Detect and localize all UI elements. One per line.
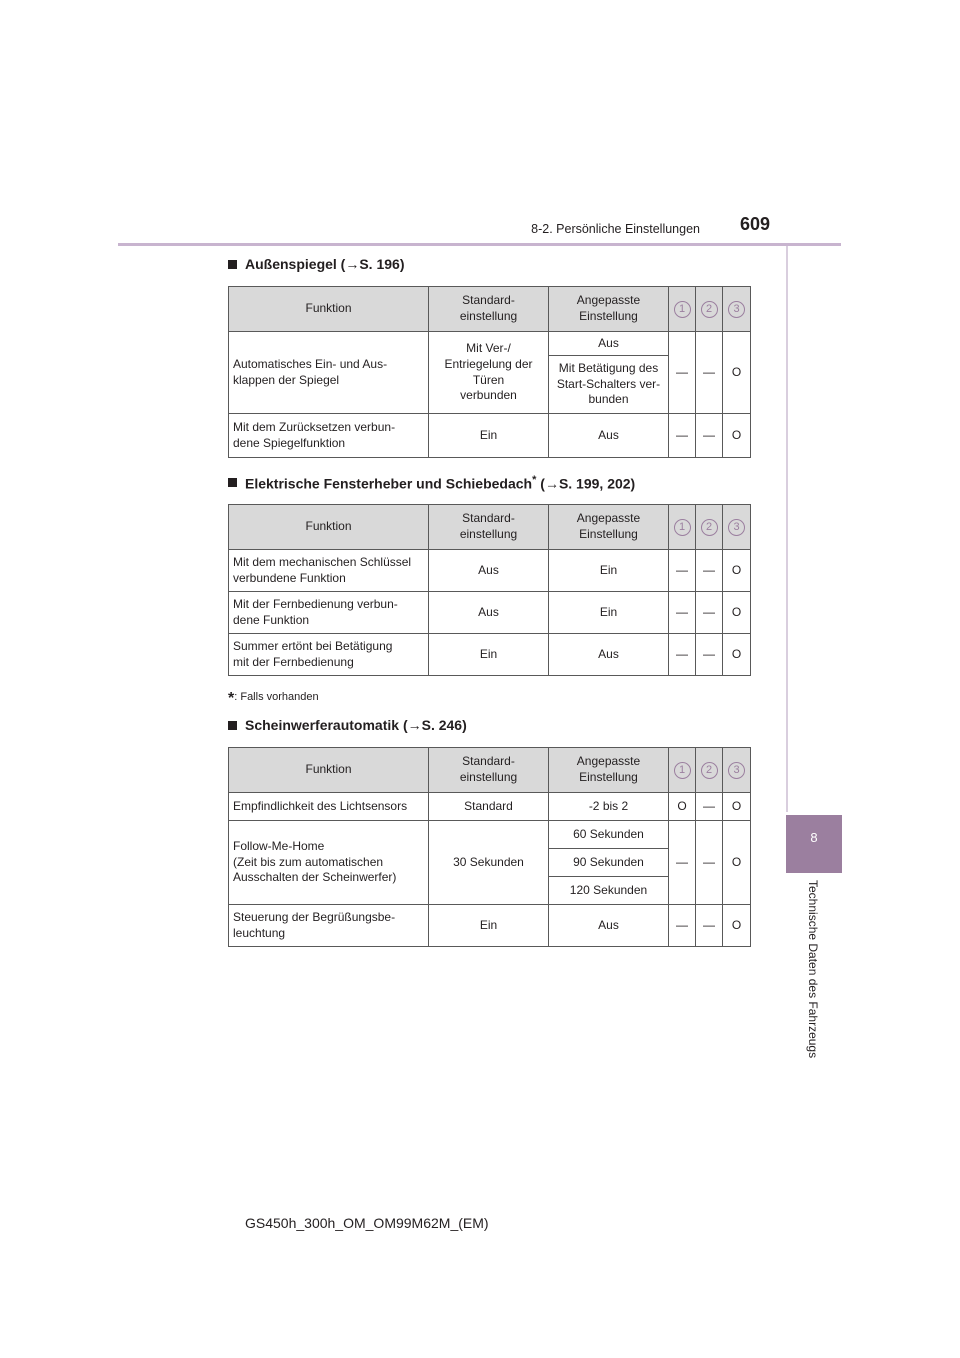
header-col-2 xyxy=(696,505,723,550)
cell-standard: Standard xyxy=(429,793,549,821)
cell-mark-1: — xyxy=(669,905,696,947)
header-angepasst: Angepasste Einstellung xyxy=(549,287,669,332)
circle-number-1-icon: 1 xyxy=(674,301,691,318)
cell-mark-2: — xyxy=(696,592,723,634)
header-angepasst: Angepasste Einstellung xyxy=(549,505,669,550)
cell-mark-2: — xyxy=(696,905,723,947)
cell-mark-1: O xyxy=(669,793,696,821)
cell-mark-3: O xyxy=(723,332,751,414)
cell-funktion: Summer ertönt bei Betätigung mit der Fernbedienung xyxy=(229,634,429,676)
square-bullet-icon xyxy=(228,721,237,730)
header-col-3 xyxy=(723,748,751,793)
cell-funktion: Mit dem Zurücksetzen verbun- dene Spiegelfunktion xyxy=(229,414,429,458)
cell-option: 60 Sekunden xyxy=(549,821,669,849)
cell-option: Ein xyxy=(549,592,669,634)
page-number: 609 xyxy=(740,214,771,234)
square-bullet-icon xyxy=(228,260,237,269)
cell-funktion: Mit der Fernbedienung verbun- dene Funktion xyxy=(229,592,429,634)
footnote xyxy=(228,690,319,708)
cell-mark-2: — xyxy=(696,793,723,821)
cell-standard: Ein xyxy=(429,634,549,676)
table-header-row xyxy=(229,748,751,793)
cell-mark-3: O xyxy=(723,905,751,947)
cell-funktion: Empfindlichkeit des Lichtsensors xyxy=(229,793,429,821)
table-row xyxy=(229,550,751,592)
chapter-tab-title: Technische Daten des Fahrzeugs xyxy=(806,880,820,1059)
side-divider xyxy=(786,246,788,812)
header-funktion: Funktion xyxy=(229,748,429,793)
circle-number-1-icon: 1 xyxy=(674,519,691,536)
settings-table-scheinwerfer xyxy=(228,747,751,947)
cell-standard: Mit Ver-/ Entriegelung der Türen verbunden xyxy=(429,332,549,414)
header-col-3 xyxy=(723,505,751,550)
section-title: Außenspiegel (→S. 196) xyxy=(245,256,405,272)
cell-mark-3: O xyxy=(723,821,751,905)
header-col-2 xyxy=(696,287,723,332)
circle-number-3-icon: 3 xyxy=(728,519,745,536)
settings-table-fensterheber xyxy=(228,504,751,676)
circle-number-2-icon: 2 xyxy=(701,301,718,318)
cell-standard: Aus xyxy=(429,592,549,634)
cell-funktion: Steuerung der Begrüßungsbe- leuchtung xyxy=(229,905,429,947)
circle-number-3-icon: 3 xyxy=(728,762,745,779)
chapter-header-title: 8-2. Persönliche Einstellungen xyxy=(531,222,700,236)
cell-option: Aus xyxy=(549,414,669,458)
header-col-1 xyxy=(669,287,696,332)
footnote-asterisk: * xyxy=(228,690,235,707)
square-bullet-icon xyxy=(228,478,237,487)
cell-mark-3: O xyxy=(723,550,751,592)
cell-mark-1: — xyxy=(669,550,696,592)
cell-mark-1: — xyxy=(669,592,696,634)
section-title: Scheinwerferautomatik (→S. 246) xyxy=(245,717,467,733)
cell-mark-3: O xyxy=(723,634,751,676)
cell-mark-1: — xyxy=(669,332,696,414)
circle-number-2-icon: 2 xyxy=(701,519,718,536)
cell-funktion: Automatisches Ein- und Aus- klappen der Spiegel xyxy=(229,332,429,414)
header-standard: Standard- einstellung xyxy=(429,287,549,332)
table-row xyxy=(229,793,751,821)
cell-option: Ein xyxy=(549,550,669,592)
cell-mark-1: — xyxy=(669,414,696,458)
table-header-row xyxy=(229,287,751,332)
document-code: GS450h_300h_OM_OM99M62M_(EM) xyxy=(245,1215,489,1231)
cell-mark-3: O xyxy=(723,793,751,821)
cell-standard: 30 Sekunden xyxy=(429,821,549,905)
section-heading-fensterheber xyxy=(228,474,635,492)
cell-mark-1: — xyxy=(669,634,696,676)
chapter-tab-number: 8 xyxy=(810,830,818,845)
table-row xyxy=(229,821,751,849)
cell-option: Aus xyxy=(549,332,669,356)
circle-number-1-icon: 1 xyxy=(674,762,691,779)
section-heading-aussenspiegel xyxy=(228,256,404,272)
header-col-2 xyxy=(696,748,723,793)
cell-standard: Aus xyxy=(429,550,549,592)
header-col-1 xyxy=(669,505,696,550)
cell-standard: Ein xyxy=(429,905,549,947)
cell-option: Aus xyxy=(549,634,669,676)
cell-option: 120 Sekunden xyxy=(549,877,669,905)
header-col-1 xyxy=(669,748,696,793)
table-row xyxy=(229,414,751,458)
cell-standard: Ein xyxy=(429,414,549,458)
circle-number-2-icon: 2 xyxy=(701,762,718,779)
table-row xyxy=(229,634,751,676)
section-title: Elektrische Fensterheber und Schiebedach* (→S. 199, 202) xyxy=(245,474,636,492)
header-standard: Standard- einstellung xyxy=(429,748,549,793)
header-funktion: Funktion xyxy=(229,287,429,332)
header-divider xyxy=(118,243,841,246)
cell-option: Aus xyxy=(549,905,669,947)
table-row xyxy=(229,592,751,634)
cell-funktion: Follow-Me-Home (Zeit bis zum automatischen Ausschalten der Scheinwerfer) xyxy=(229,821,429,905)
cell-mark-3: O xyxy=(723,414,751,458)
cell-mark-2: — xyxy=(696,821,723,905)
cell-mark-2: — xyxy=(696,414,723,458)
table-row xyxy=(229,332,751,356)
section-heading-scheinwerfer xyxy=(228,717,467,733)
cell-option: -2 bis 2 xyxy=(549,793,669,821)
header-funktion: Funktion xyxy=(229,505,429,550)
cell-mark-2: — xyxy=(696,332,723,414)
circle-number-3-icon: 3 xyxy=(728,301,745,318)
cell-option: 90 Sekunden xyxy=(549,849,669,877)
cell-mark-1: — xyxy=(669,821,696,905)
footnote-text: : Falls vorhanden xyxy=(234,691,319,703)
cell-funktion: Mit dem mechanischen Schlüssel verbundene Funktion xyxy=(229,550,429,592)
header-col-3 xyxy=(723,287,751,332)
cell-mark-3: O xyxy=(723,592,751,634)
cell-option: Mit Betätigung des Start-Schalters ver- bunden xyxy=(549,356,669,414)
table-row xyxy=(229,905,751,947)
table-header-row xyxy=(229,505,751,550)
cell-mark-2: — xyxy=(696,550,723,592)
header-angepasst: Angepasste Einstellung xyxy=(549,748,669,793)
settings-table-aussenspiegel xyxy=(228,286,751,458)
cell-mark-2: — xyxy=(696,634,723,676)
header-standard: Standard- einstellung xyxy=(429,505,549,550)
